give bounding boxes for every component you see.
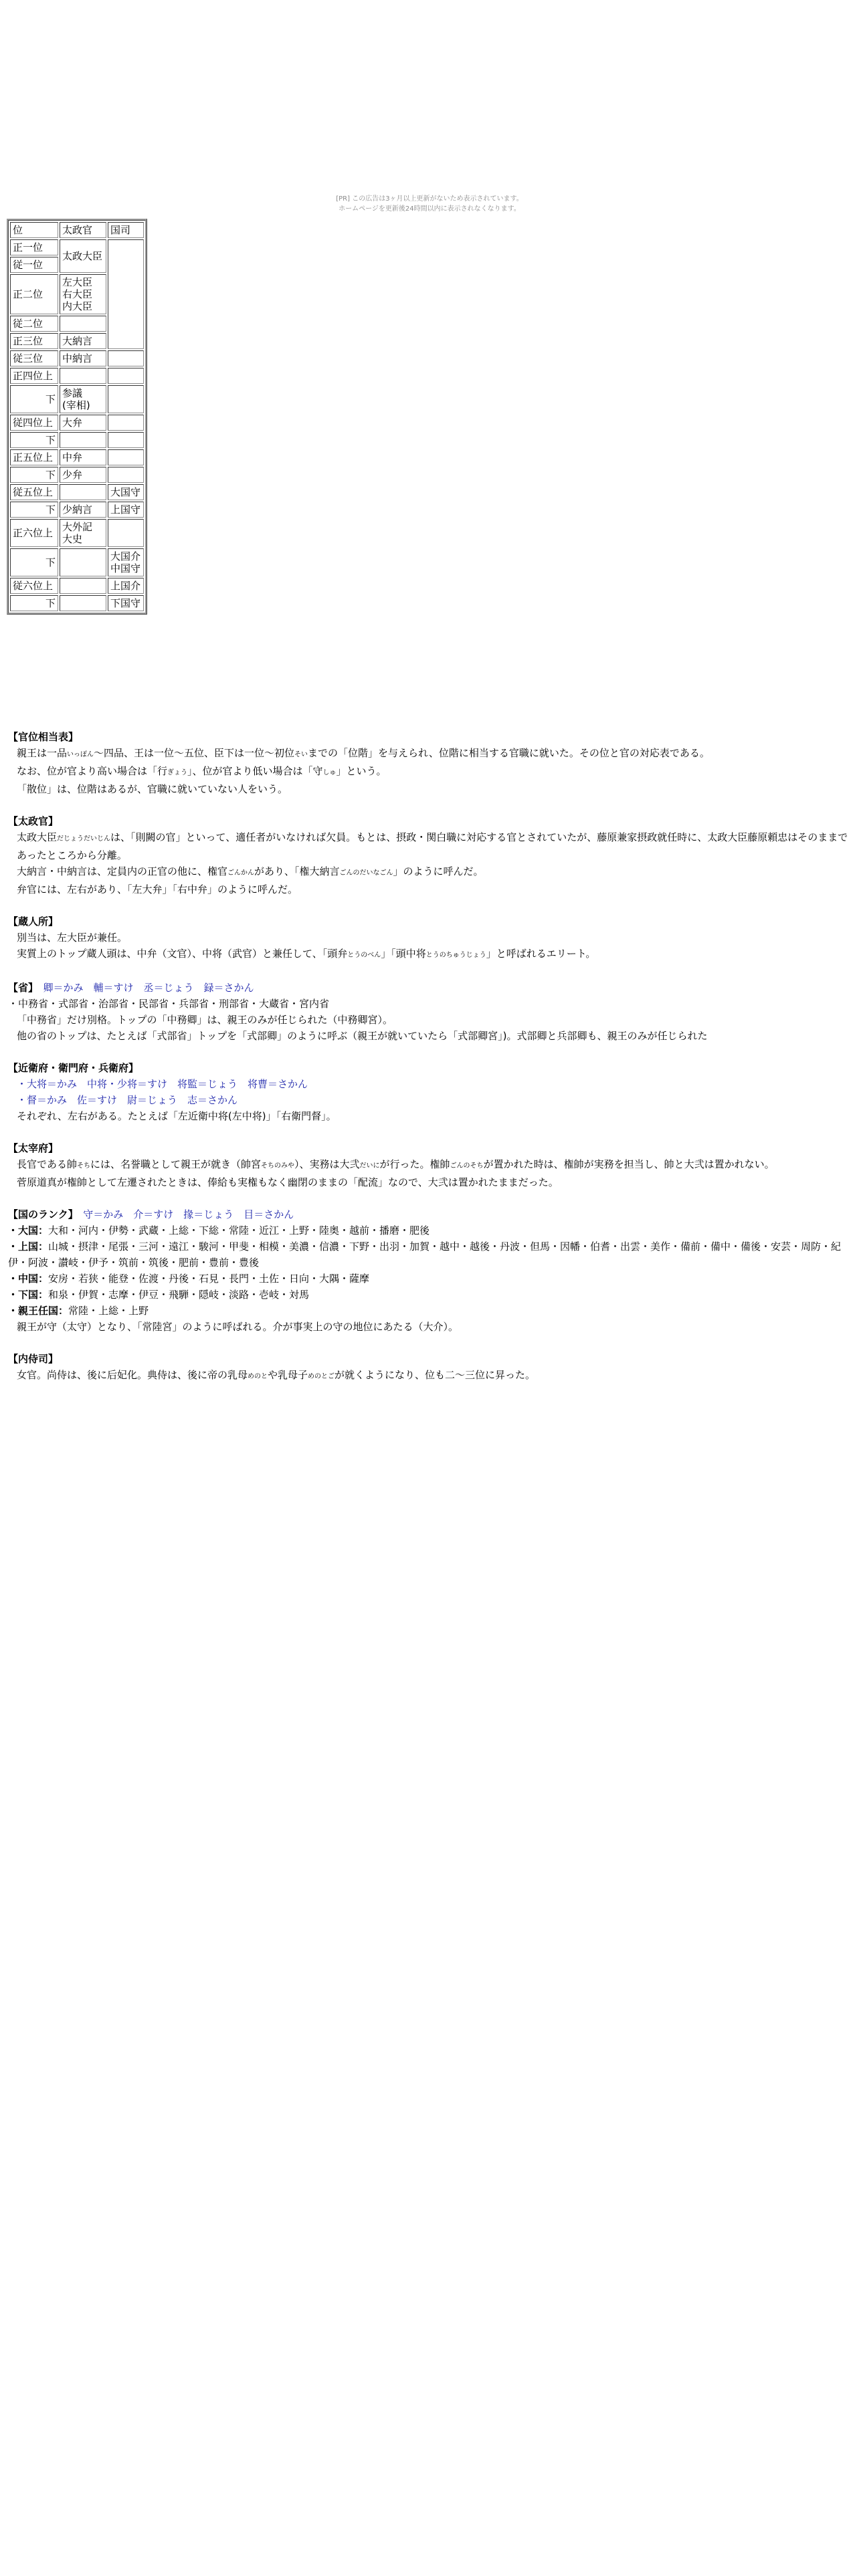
rank-cell: 従一位 — [10, 257, 58, 273]
office-cell — [60, 316, 106, 332]
province-list: ・上国：山城・摂津・尾張・三河・遠江・駿河・甲斐・相模・美濃・信濃・下野・出羽・加賀・越中・越後・丹波・但馬・因幡・伯耆・出雲・美作・備前・備中・備後・安芸・周防・紀伊・阿波・讃岐・伊予・筑前・筑後・肥前・豊前・豊後 — [8, 1241, 842, 1269]
office-cell — [60, 595, 106, 611]
section-kuni — [8, 1206, 854, 1335]
rank-cell: 従二位 — [10, 316, 58, 332]
rank-cell: 正六位上 — [10, 519, 58, 547]
office-line: 右大臣 — [62, 288, 93, 300]
table-row — [10, 368, 144, 384]
rank-cell: 正二位 — [10, 274, 58, 314]
rank-cell: 従五位上 — [10, 484, 58, 500]
paragraph: それぞれ、左右がある。たとえば「左近衛中将(左中将)」「右衛門督」。 — [17, 1110, 337, 1122]
section-title: 【蔵人所】 — [8, 916, 59, 928]
notes-content — [8, 729, 854, 1401]
kokushi-cell — [108, 449, 144, 465]
kokushi-cell: 上国介 — [108, 578, 144, 594]
paragraph: 「中務省」だけ別格。トップの「中務卿」は、親王のみが任じられた（中務卿宮）。 — [17, 1014, 393, 1026]
kokushi-cell: 上国守 — [108, 502, 144, 518]
kokushi-cell — [108, 548, 144, 576]
office-cell — [60, 432, 106, 448]
office-cell: 太政大臣 — [60, 239, 106, 273]
table-row — [10, 519, 144, 547]
header-kokushi: 国司 — [108, 222, 144, 238]
kokushi-cell — [108, 368, 144, 384]
section-title: 【官位相当表】 — [8, 731, 79, 743]
table-row — [10, 484, 144, 500]
kokushi-cell: 大国守 — [108, 484, 144, 500]
paragraph: 大納言・中納言は、定員内の正官の他に、権官ごんかんがあり、「権大納言ごんのだいなごん」のように呼んだ。 — [17, 865, 484, 877]
rank-cell: 従四位上 — [10, 415, 58, 431]
section-title: 【国のランク】 守＝かみ 介＝すけ 掾＝じょう 目＝さかん — [8, 1208, 294, 1220]
section-title: 【省】 卿＝かみ 輔＝すけ 丞＝じょう 録＝さかん — [8, 982, 254, 994]
kokushi-cell — [108, 415, 144, 431]
table-row — [10, 449, 144, 465]
province-list: ・親王任国：常陸・上総・上野 — [8, 1305, 149, 1317]
province-list: ・下国：和泉・伊賀・志摩・伊豆・飛騨・隠岐・淡路・壱岐・対馬 — [8, 1289, 310, 1301]
rank-cell: 従三位 — [10, 350, 58, 366]
paragraph: なお、位が官より高い場合は「行ぎょう」、位が官より低い場合は「守しゅ」という。 — [17, 765, 387, 777]
table-row — [10, 502, 144, 518]
paragraph: 長官である帥そちには、名誉職として親王が就き（帥宮そちのみや）、実務は大弐だいにが行った。権帥ごんのそちが置かれた時は、権帥が実務を担当し、帥と大弐は置かれない。 — [17, 1158, 775, 1170]
rank-cell: 下 — [10, 432, 58, 448]
kokushi-cell — [108, 432, 144, 448]
section-konoe — [8, 1060, 854, 1124]
role-names: 卿＝かみ 輔＝すけ 丞＝じょう 録＝さかん — [43, 982, 254, 994]
section-naishi — [8, 1351, 854, 1385]
kokushi-cell — [108, 519, 144, 547]
office-line: 参議 — [62, 387, 83, 399]
paragraph: 太政大臣だじょうだいじんは、「則闕の官」といって、適任者がいなければ欠員。もとは、摂政・関白職に対応する官とされていたが、藤原兼家摂政就任時に、太政大臣藤原頼忠はそのままであったところから分離。 — [17, 831, 848, 861]
header-dajokan: 太政官 — [60, 222, 106, 238]
province-list: ・中国：安房・若狭・能登・佐渡・丹後・石見・長門・土佐・日向・大隅・薩摩 — [8, 1273, 370, 1285]
rank-cell: 正五位上 — [10, 449, 58, 465]
rank-cell: 正四位上 — [10, 368, 58, 384]
paragraph: 「散位」は、位階はあるが、官職に就いていない人をいう。 — [17, 783, 288, 795]
table-row — [10, 385, 144, 413]
kokushi-cell — [108, 239, 144, 349]
office-cell: 大弁 — [60, 415, 106, 431]
office-cell — [60, 484, 106, 500]
office-cell — [60, 548, 106, 576]
section-title: 【太政官】 — [8, 815, 59, 827]
ad-line-1: [PR] この広告は3ヶ月以上更新がないため表示されています。 — [336, 195, 523, 203]
role-names: ・大将＝かみ 中将・少将＝すけ 将監＝じょう 将曹＝さかん — [17, 1078, 308, 1090]
office-cell: 大納言 — [60, 333, 106, 349]
table-row — [10, 239, 144, 255]
paragraph: 弁官には、左右があり、「左大弁」「右中弁」のように呼んだ。 — [17, 883, 298, 895]
header-rank: 位 — [10, 222, 58, 238]
paragraph: 親王が守（太守）となり、「常陸宮」のように呼ばれる。介が事実上の守の地位にあたる（大介）。 — [17, 1321, 459, 1333]
rank-cell: 下 — [10, 595, 58, 611]
table-row — [10, 415, 144, 431]
rank-cell: 従六位上 — [10, 578, 58, 594]
office-line: 大外記 — [62, 521, 93, 533]
office-line: 内大臣 — [62, 300, 93, 312]
office-cell — [60, 519, 106, 547]
office-line: (宰相) — [62, 399, 90, 411]
rank-cell: 下 — [10, 548, 58, 576]
table-row — [10, 578, 144, 594]
section-kurodo — [8, 914, 854, 964]
rank-office-table — [7, 219, 147, 615]
kokushi-cell — [108, 385, 144, 413]
rank-cell: 下 — [10, 467, 58, 483]
office-cell — [60, 385, 106, 413]
office-cell — [60, 578, 106, 594]
section-sho — [8, 980, 854, 1044]
table-header-row — [10, 222, 144, 238]
rank-cell: 正一位 — [10, 239, 58, 255]
table-row — [10, 467, 144, 483]
paragraph: 菅原道真が権帥として左遷されたときは、俸給も実権もなく幽閉のままの「配流」なので、大弐は置かれたままだった。 — [17, 1176, 559, 1188]
paragraph: 別当は、左大臣が兼任。 — [17, 932, 128, 944]
section-title: 【太宰府】 — [8, 1142, 59, 1154]
kokushi-line: 大国介 — [110, 550, 141, 562]
office-cell: 中納言 — [60, 350, 106, 366]
section-dajokan — [8, 813, 854, 897]
office-cell — [60, 274, 106, 314]
rank-cell: 下 — [10, 385, 58, 413]
section-title: 【近衛府・衛門府・兵衛府】 — [8, 1062, 139, 1074]
table-row — [10, 350, 144, 366]
role-names: ・督＝かみ 佐＝すけ 尉＝じょう 志＝さかん — [17, 1094, 238, 1106]
rank-cell: 正三位 — [10, 333, 58, 349]
office-line: 大史 — [62, 533, 83, 545]
table-row — [10, 595, 144, 611]
office-cell: 少弁 — [60, 467, 106, 483]
paragraph: 他の省のトップは、たとえば「式部省」トップを「式部卿」のように呼ぶ（親王が就いていたら「式部卿宮」)。式部卿と兵部卿も、親王のみが任じられた — [17, 1030, 708, 1042]
rank-cell: 下 — [10, 502, 58, 518]
kokushi-cell — [108, 467, 144, 483]
paragraph: 実質上のトップ蔵人頭は、中弁（文官）、中将（武官）と兼任して、「頭弁とうのべん」「頭中将とうのちゅうじょう」と呼ばれるエリート。 — [17, 948, 596, 960]
role-names: 守＝かみ 介＝すけ 掾＝じょう 目＝さかん — [83, 1208, 294, 1220]
kokushi-line: 中国守 — [110, 562, 141, 574]
kokushi-cell: 下国守 — [108, 595, 144, 611]
paragraph: ・中務省・式部省・治部省・民部省・兵部省・刑部省・大蔵省・宮内省 — [8, 998, 330, 1010]
office-cell: 中弁 — [60, 449, 106, 465]
kokushi-cell — [108, 350, 144, 366]
office-line: 左大臣 — [62, 276, 93, 288]
paragraph: 女官。尚侍は、後に后妃化。典侍は、後に帝の乳母めのとや乳母子めのとごが就くようになり、位も二〜三位に昇った。 — [17, 1369, 536, 1381]
paragraph: 親王は一品いっぽん〜四品、王は一位〜五位、臣下は一位〜初位そいまでの「位階」を与えられ、位階に相当する官職に就いた。その位と官の対応表である。 — [17, 747, 710, 759]
ad-line-2: ホームページを更新後24時間以内に表示されなくなります。 — [339, 205, 520, 213]
office-cell: 少納言 — [60, 502, 106, 518]
office-cell — [60, 368, 106, 384]
section-dazaifu — [8, 1140, 854, 1190]
ad-notice — [0, 194, 859, 214]
table-row — [10, 548, 144, 576]
section-title: 【内侍司】 — [8, 1353, 59, 1365]
table-row — [10, 432, 144, 448]
province-list: ・大国：大和・河内・伊勢・武蔵・上総・下総・常陸・近江・上野・陸奥・越前・播磨・肥後 — [8, 1224, 430, 1237]
section-kani — [8, 729, 854, 797]
